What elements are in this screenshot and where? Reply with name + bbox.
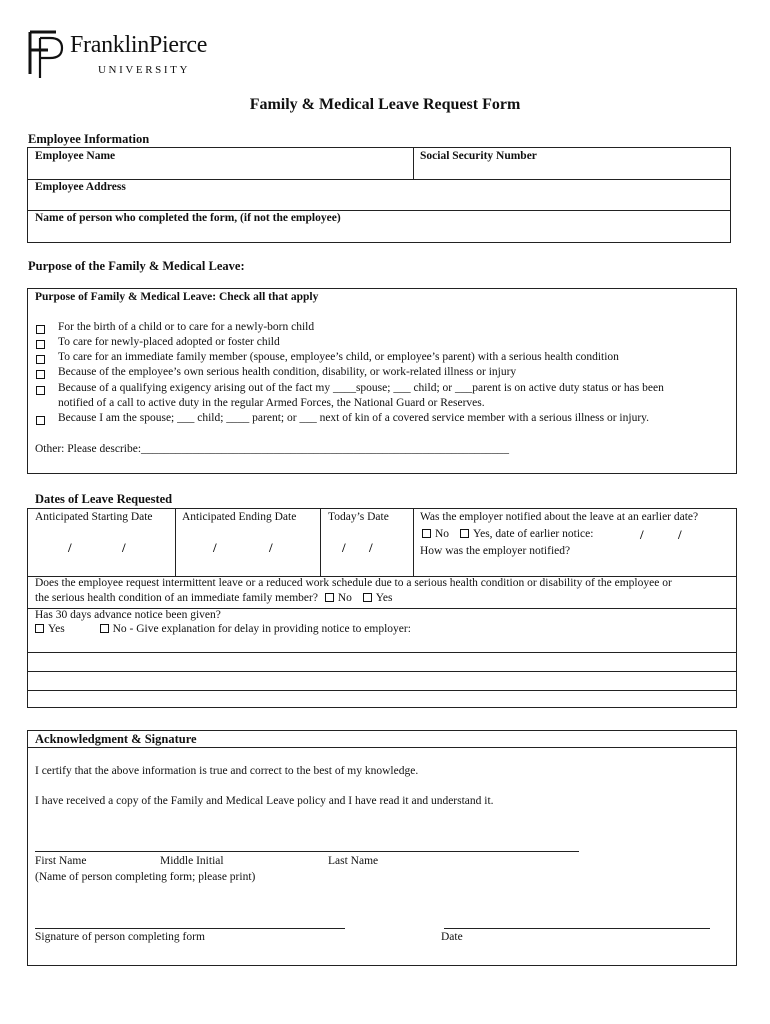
intermittent-no-checkbox[interactable] — [325, 593, 334, 602]
completer-name-field[interactable]: Name of person who completed the form, (if not the employee) — [35, 212, 341, 224]
employee-info-heading: Employee Information — [28, 132, 150, 146]
option-label: Because of the employee’s own serious health condition, disability, or work-related illness or injury — [58, 366, 517, 378]
checkbox[interactable] — [36, 370, 45, 379]
end-date-field[interactable] — [182, 540, 312, 558]
today-date-field[interactable] — [328, 540, 408, 558]
printed-name-line[interactable] — [35, 851, 579, 852]
today-date-label: Today’s Date — [328, 511, 389, 523]
checkbox[interactable] — [36, 416, 45, 425]
explanation-line-1[interactable] — [28, 653, 736, 671]
notice-no-label: No - Give explanation for delay in providing notice to employer: — [112, 623, 411, 635]
option-label: Because I am the spouse; ___ child; ____ parent; or ___ next of kin of a covered service member with a serious illness or injury. — [58, 412, 650, 424]
notice-question: Has 30 days advance notice been given? — [35, 609, 221, 621]
date-separator: / — [122, 540, 126, 555]
divider — [413, 147, 414, 179]
other-describe-field[interactable]: Other: Please describe:________________________________________________________________ — [35, 443, 510, 455]
purpose-heading: Purpose of the Family & Medical Leave: — [28, 259, 245, 273]
notice-yes-label: Yes — [48, 623, 65, 635]
signature-label: Signature of person completing form — [35, 931, 205, 943]
notified-options — [420, 528, 593, 540]
date-separator: / — [213, 540, 217, 555]
divider — [27, 210, 731, 211]
page-title: Family & Medical Leave Request Form — [249, 96, 521, 113]
print-note: (Name of person completing form; please print) — [35, 871, 256, 883]
checkbox[interactable] — [36, 355, 45, 364]
option-label: To care for an immediate family member (spouse, employee’s child, or employee’s parent) with a serious health condition — [58, 351, 619, 363]
date-label: Date — [441, 931, 463, 943]
date-line[interactable] — [444, 928, 710, 929]
intermittent-question-continued — [35, 592, 393, 604]
dates-heading: Dates of Leave Requested — [35, 492, 173, 506]
no-checkbox[interactable] — [422, 529, 431, 538]
date-separator: / — [678, 527, 682, 542]
acknowledgment-heading: Acknowledgment & Signature — [35, 732, 197, 746]
received-statement: I have received a copy of the Family and Medical Leave policy and I have read it and understand it. — [35, 795, 494, 807]
employee-address-field[interactable]: Employee Address — [35, 181, 126, 193]
date-separator: / — [269, 540, 273, 555]
date-separator: / — [342, 540, 346, 555]
employee-info-box — [27, 147, 731, 243]
purpose-box-heading: Purpose of Family & Medical Leave: Check all that apply — [35, 291, 319, 303]
divider — [175, 508, 176, 576]
yes-checkbox[interactable] — [460, 529, 469, 538]
notice-yes-checkbox[interactable] — [35, 624, 44, 633]
first-name-label: First Name — [35, 855, 87, 867]
start-date-label: Anticipated Starting Date — [35, 511, 153, 523]
signature-line[interactable] — [35, 928, 345, 929]
checkbox[interactable] — [36, 340, 45, 349]
divider — [413, 508, 414, 576]
logo-name: FranklinPierce — [70, 32, 208, 58]
how-notified-label[interactable]: How was the employer notified? — [420, 545, 571, 557]
divider — [320, 508, 321, 576]
employee-name-field[interactable]: Employee Name — [35, 150, 116, 162]
intermittent-question-text: the serious health condition of an immediate family member? — [35, 592, 318, 604]
notice-options — [35, 623, 411, 635]
explanation-line-3[interactable] — [28, 691, 736, 707]
logo — [26, 30, 236, 80]
notice-no-checkbox[interactable] — [100, 624, 109, 633]
checkbox[interactable] — [36, 325, 45, 334]
checkbox[interactable] — [36, 386, 45, 395]
earlier-notice-date-field[interactable] — [620, 527, 710, 543]
no-label: No — [435, 528, 450, 540]
option-label: Because of a qualifying exigency arising out of the fact my ____spouse; ___ child; or ___parent is on active duty status or has been — [58, 382, 664, 394]
intermittent-yes-checkbox[interactable] — [363, 593, 372, 602]
logo-mark-icon — [26, 30, 66, 80]
option-label: To care for newly-placed adopted or foster child — [58, 336, 280, 348]
date-separator: / — [68, 540, 72, 555]
yes-earlier-label: Yes, date of earlier notice: — [472, 528, 594, 540]
option-label: For the birth of a child or to care for a newly-born child — [58, 321, 315, 333]
intermittent-question: Does the employee request intermittent leave or a reduced work schedule due to a serious health condition or disability of the employee or — [35, 577, 672, 589]
date-separator: / — [369, 540, 373, 555]
logo-subtitle: UNIVERSITY — [98, 64, 190, 76]
last-name-label: Last Name — [328, 855, 379, 867]
intermittent-no-label: No — [337, 592, 352, 604]
explanation-line-2[interactable] — [28, 672, 736, 690]
middle-initial-label: Middle Initial — [160, 855, 224, 867]
end-date-label: Anticipated Ending Date — [182, 511, 297, 523]
option-label-continued: notified of a call to active duty in the regular Armed Forces, the National Guard or Reserves. — [58, 397, 485, 409]
ssn-field[interactable]: Social Security Number — [420, 150, 537, 162]
divider — [27, 747, 737, 748]
notified-question: Was the employer notified about the leave at an earlier date? — [420, 511, 699, 523]
date-separator: / — [640, 527, 644, 542]
start-date-field[interactable] — [36, 540, 166, 558]
intermittent-yes-label: Yes — [375, 592, 393, 604]
divider — [27, 179, 731, 180]
certify-statement: I certify that the above information is true and correct to the best of my knowledge. — [35, 765, 419, 777]
